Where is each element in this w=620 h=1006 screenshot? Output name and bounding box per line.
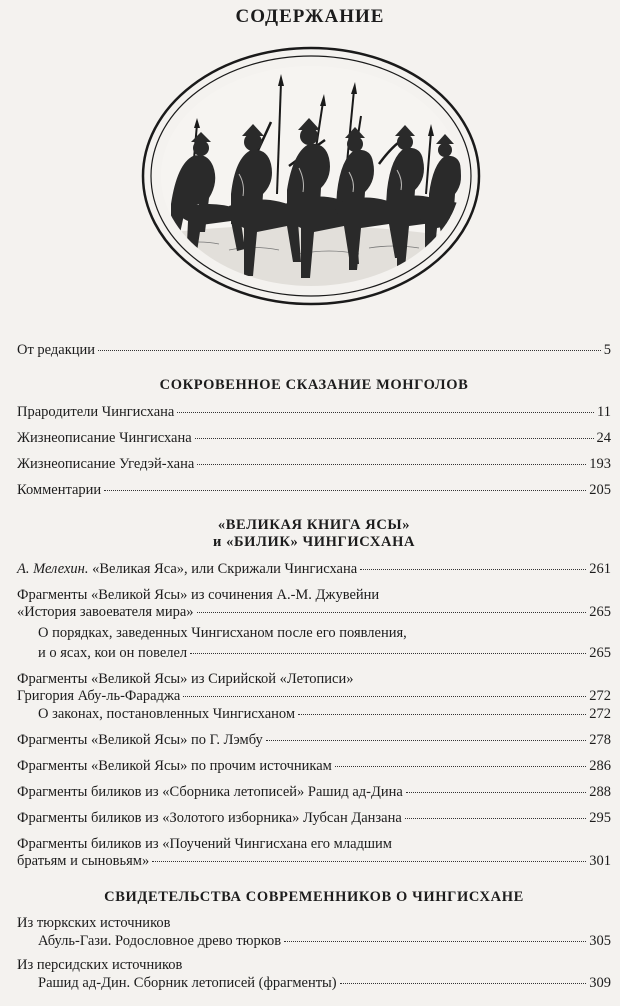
toc-group[interactable] bbox=[17, 957, 611, 992]
toc-entry-title: Фрагменты биликов из «Сборника летописей» Рашид ад-Дина bbox=[17, 784, 403, 800]
horsemen-illustration bbox=[139, 44, 483, 308]
toc-entry-title: Фрагменты «Великой Ясы» по Г. Лэмбу bbox=[17, 732, 263, 748]
toc-entry-title: Прародители Чингисхана bbox=[17, 404, 175, 420]
dot-leader bbox=[98, 350, 601, 351]
toc-entry[interactable] bbox=[17, 810, 611, 827]
toc-entry[interactable] bbox=[17, 706, 611, 723]
dot-leader bbox=[197, 464, 586, 465]
toc-entry-title: Абуль-Гази. Родословное древо тюрков bbox=[38, 933, 282, 949]
toc-entry[interactable] bbox=[17, 456, 611, 473]
dot-leader bbox=[284, 941, 586, 942]
toc-entry-title: Жизнеописание Чингисхана bbox=[17, 430, 192, 446]
toc-entry[interactable] bbox=[17, 482, 611, 499]
page-title: СОДЕРЖАНИЕ bbox=[235, 6, 385, 27]
toc-entry-title-line: О порядках, заведенных Чингисханом после его появления, bbox=[38, 625, 407, 641]
section-heading-line: и «БИЛИК» ЧИНГИСХАНА bbox=[212, 534, 416, 550]
toc-entry-title: Фрагменты «Великой Ясы» по прочим источникам bbox=[17, 758, 332, 774]
toc-entry[interactable] bbox=[17, 732, 611, 749]
toc-entry[interactable] bbox=[17, 404, 611, 421]
dot-leader bbox=[197, 612, 587, 613]
dot-leader bbox=[340, 983, 587, 984]
dot-leader bbox=[405, 818, 586, 819]
toc-page-number: 265 bbox=[589, 604, 611, 620]
toc-group-title: Из тюркских источников bbox=[17, 915, 171, 931]
section-heading: СОКРОВЕННОЕ СКАЗАНИЕ МОНГОЛОВ bbox=[159, 377, 469, 393]
toc-entry-author: А. Мелехин. bbox=[17, 561, 89, 577]
toc-entry[interactable] bbox=[17, 784, 611, 801]
toc-entry[interactable] bbox=[17, 342, 611, 359]
toc-page-number: 272 bbox=[589, 706, 611, 722]
toc-page-number: 286 bbox=[589, 758, 611, 774]
toc-entry[interactable] bbox=[17, 625, 611, 662]
section-heading-line: «ВЕЛИКАЯ КНИГА ЯСЫ» bbox=[217, 517, 411, 533]
toc-entry-title: «Великая Яса», или Скрижали Чингисхана bbox=[88, 561, 358, 577]
toc-page-number: 261 bbox=[589, 561, 611, 577]
toc-page-number: 5 bbox=[603, 342, 611, 358]
toc-entry[interactable] bbox=[17, 836, 611, 870]
toc-page-number: 309 bbox=[589, 975, 611, 991]
dot-leader bbox=[360, 569, 586, 570]
dot-leader bbox=[104, 490, 586, 491]
toc-group-title: Из персидских источников bbox=[17, 957, 183, 973]
horsemen-engraving-icon bbox=[139, 44, 483, 308]
toc-entry-title: Фрагменты биликов из «Золотого изборника» Лубсан Данзана bbox=[17, 810, 402, 826]
toc-entry-title-line: Фрагменты «Великой Ясы» из Сирийской «Летописи» bbox=[17, 671, 354, 687]
toc-page-number: 24 bbox=[596, 430, 611, 446]
toc-entry-title: О законах, постановленных Чингисханом bbox=[38, 706, 296, 722]
toc-page-number: 301 bbox=[589, 853, 611, 869]
table-of-contents bbox=[17, 342, 611, 992]
dot-leader bbox=[195, 438, 594, 439]
toc-entry-title-line: Фрагменты «Великой Ясы» из сочинения А.-М. Джувейни bbox=[17, 587, 380, 603]
toc-entry-title-line: Фрагменты биликов из «Поучений Чингисхана его младшим bbox=[17, 836, 392, 852]
toc-page-number: 11 bbox=[597, 404, 611, 420]
dot-leader bbox=[190, 653, 586, 654]
toc-entry[interactable] bbox=[17, 430, 611, 447]
toc-page-number: 265 bbox=[589, 645, 611, 661]
toc-page-number: 278 bbox=[589, 732, 611, 748]
dot-leader bbox=[298, 714, 586, 715]
toc-entry-title: Жизнеописание Угедэй-хана bbox=[17, 456, 195, 472]
toc-entry-title: и о ясах, кои он повелел bbox=[38, 645, 188, 661]
toc-page-number: 205 bbox=[589, 482, 611, 498]
toc-page-number: 288 bbox=[589, 784, 611, 800]
toc-page-number: 193 bbox=[589, 456, 611, 472]
dot-leader bbox=[335, 766, 586, 767]
toc-entry[interactable] bbox=[17, 561, 611, 578]
section-heading: СВИДЕТЕЛЬСТВА СОВРЕМЕННИКОВ О ЧИНГИСХАНЕ bbox=[104, 889, 524, 905]
toc-page-number: 295 bbox=[589, 810, 611, 826]
toc-entry[interactable] bbox=[17, 758, 611, 775]
toc-entry[interactable] bbox=[17, 587, 611, 621]
toc-entry[interactable] bbox=[17, 671, 611, 705]
dot-leader bbox=[183, 696, 586, 697]
toc-entry-title: Рашид ад-Дин. Сборник летописей (фрагменты) bbox=[38, 975, 337, 991]
toc-entry-title: братьям и сыновьям» bbox=[17, 853, 150, 869]
dot-leader bbox=[177, 412, 594, 413]
toc-page-number: 272 bbox=[589, 688, 611, 704]
toc-entry-title: Комментарии bbox=[17, 482, 102, 498]
toc-page-number: 305 bbox=[589, 933, 611, 949]
toc-group[interactable] bbox=[17, 915, 611, 950]
dot-leader bbox=[152, 861, 586, 862]
dot-leader bbox=[266, 740, 586, 741]
dot-leader bbox=[406, 792, 586, 793]
toc-entry-title: От редакции bbox=[17, 342, 96, 358]
toc-entry-title: Григория Абу-ль-Фараджа bbox=[17, 688, 181, 704]
toc-entry-title: «История завоевателя мира» bbox=[17, 604, 194, 620]
